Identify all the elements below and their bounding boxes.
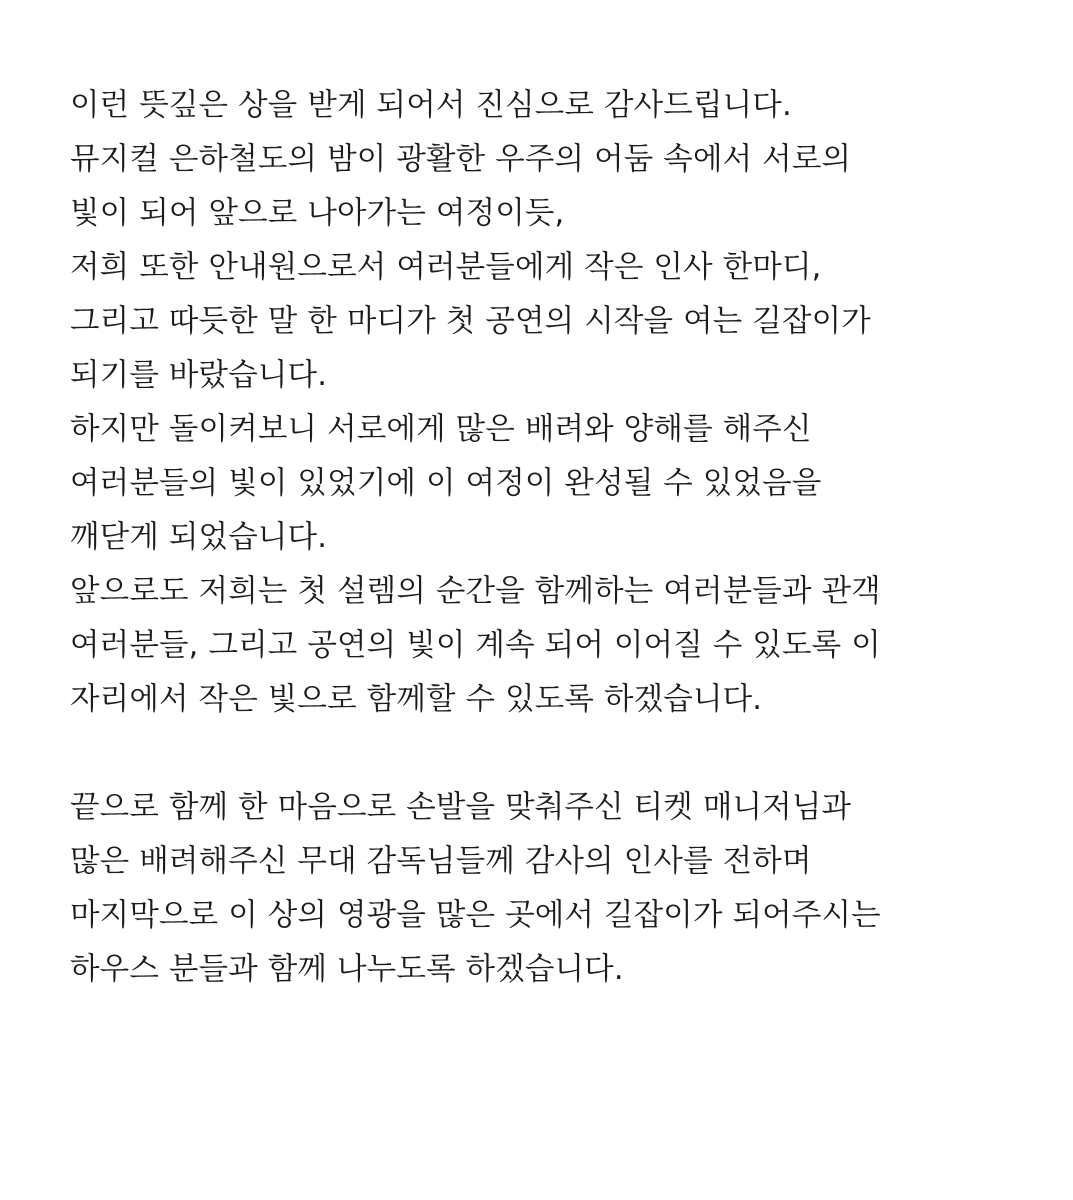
text-line: 뮤지컬 은하철도의 밤이 광활한 우주의 어둠 속에서 서로의 bbox=[70, 142, 852, 177]
text-line: 많은 배려해주신 무대 감독님들께 감사의 인사를 전하며 bbox=[70, 844, 812, 879]
text-line: 끝으로 함께 한 마음으로 손발을 맞춰주신 티켓 매니저님과 bbox=[70, 790, 852, 825]
text-line: 마지막으로 이 상의 영광을 많은 곳에서 길잡이가 되어주시는 bbox=[70, 898, 881, 933]
text-line: 그리고 따듯한 말 한 마디가 첫 공연의 시작을 여는 길잡이가 bbox=[70, 304, 871, 339]
text-line: 빛이 되어 앞으로 나아가는 여정이듯, bbox=[70, 196, 565, 231]
text-line: 앞으로도 저희는 첫 설렘의 순간을 함께하는 여러분들과 관객 bbox=[70, 574, 881, 609]
text-line: 되기를 바랐습니다. bbox=[70, 358, 328, 393]
text-line: 하우스 분들과 함께 나누도록 하겠습니다. bbox=[70, 952, 624, 987]
text-line: 여러분들, 그리고 공연의 빛이 계속 되어 이어질 수 있도록 이 bbox=[70, 628, 881, 663]
paragraph-gap bbox=[70, 727, 1030, 781]
text-line: 여러분들의 빛이 있었기에 이 여정이 완성될 수 있었음을 bbox=[70, 466, 822, 501]
text-line: 자리에서 작은 빛으로 함께할 수 있도록 하겠습니다. bbox=[70, 682, 763, 717]
letter-body bbox=[70, 79, 1030, 997]
text-line: 저희 또한 안내원으로서 여러분들에게 작은 인사 한마디, bbox=[70, 250, 822, 285]
text-line: 하지만 돌이켜보니 서로에게 많은 배려와 양해를 해주신 bbox=[70, 412, 812, 447]
text-line: 깨닫게 되었습니다. bbox=[70, 520, 328, 555]
text-line: 이런 뜻깊은 상을 받게 되어서 진심으로 감사드립니다. bbox=[70, 88, 792, 123]
